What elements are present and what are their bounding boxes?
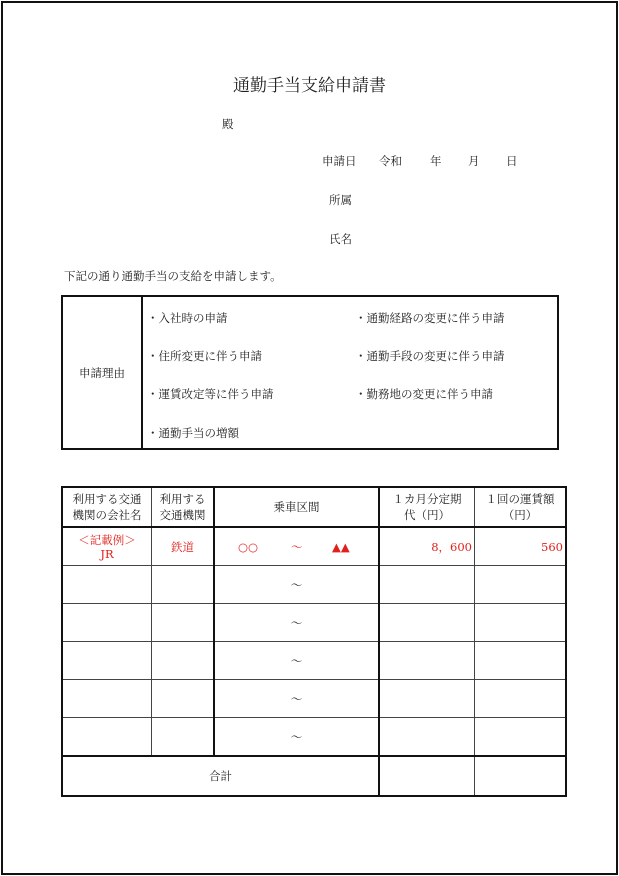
fare-table-header: [62, 487, 566, 527]
monthly-cell[interactable]: [379, 604, 475, 642]
month-label: 月: [468, 154, 480, 168]
reason-option-joining: ・入社時の申請: [147, 311, 228, 325]
year-label: 年: [430, 154, 442, 168]
company-cell[interactable]: [62, 566, 152, 604]
mode-cell[interactable]: [152, 566, 215, 604]
mode-cell[interactable]: [152, 718, 215, 757]
addressee-suffix: 殿: [222, 117, 234, 131]
reason-label: 申請理由: [62, 296, 142, 449]
table-row: [62, 680, 566, 718]
single-cell[interactable]: [475, 680, 567, 718]
monthly-cell[interactable]: [379, 680, 475, 718]
intro-sentence: 下記の通り通勤手当の支給を申請します。: [64, 269, 282, 283]
header-company: 利用する交通 機関の会社名: [62, 487, 152, 527]
name-label: 氏名: [329, 232, 352, 246]
example-company: ＜記載例＞ JR: [62, 527, 152, 566]
section-cell[interactable]: ～: [214, 718, 379, 757]
fare-table: [61, 486, 567, 797]
single-cell[interactable]: [475, 604, 567, 642]
header-single-fare: １回の運賃額 （円）: [475, 487, 567, 527]
department-label: 所属: [329, 193, 352, 207]
total-label: 合計: [62, 756, 379, 796]
example-single: 560: [475, 527, 567, 566]
reason-option-route-change: ・通勤経路の変更に伴う申請: [355, 311, 505, 325]
era-label: 令和: [379, 154, 402, 168]
reason-option-fare-revision: ・運賃改定等に伴う申請: [147, 387, 274, 401]
example-section: [214, 527, 379, 566]
reason-option-workplace-change: ・勤務地の変更に伴う申請: [355, 387, 493, 401]
reason-options: [142, 296, 558, 449]
total-single-cell[interactable]: [475, 756, 567, 796]
table-row: [62, 566, 566, 604]
mode-cell[interactable]: [152, 642, 215, 680]
section-cell[interactable]: ～: [214, 566, 379, 604]
reason-table: [61, 295, 559, 450]
section-cell[interactable]: ～: [214, 642, 379, 680]
mode-cell[interactable]: [152, 680, 215, 718]
company-cell[interactable]: [62, 718, 152, 757]
example-row: [62, 527, 566, 566]
section-cell[interactable]: ～: [214, 680, 379, 718]
single-cell[interactable]: [475, 718, 567, 757]
company-cell[interactable]: [62, 642, 152, 680]
monthly-cell[interactable]: [379, 566, 475, 604]
company-cell[interactable]: [62, 604, 152, 642]
example-separator: ～: [291, 539, 303, 554]
example-to: ▲▲: [332, 539, 350, 554]
example-from: ○○: [238, 539, 259, 554]
example-monthly: 8，600: [379, 527, 475, 566]
table-row: [62, 718, 566, 757]
table-row: [62, 642, 566, 680]
section-cell[interactable]: ～: [214, 604, 379, 642]
table-row: [62, 604, 566, 642]
mode-cell[interactable]: [152, 604, 215, 642]
day-label: 日: [506, 154, 518, 168]
reason-option-means-change: ・通勤手段の変更に伴う申請: [355, 349, 505, 363]
reason-option-increase: ・通勤手当の増額: [147, 426, 239, 440]
total-row: [62, 756, 566, 796]
monthly-cell[interactable]: [379, 642, 475, 680]
header-transport-mode: 利用する 交通機関: [152, 487, 215, 527]
total-monthly-cell[interactable]: [379, 756, 475, 796]
application-date-label: 申請日: [322, 154, 357, 168]
document-title: 通勤手当支給申請書: [233, 76, 386, 96]
header-monthly-pass: １カ月分定期 代（円）: [379, 487, 475, 527]
header-section: 乗車区間: [214, 487, 379, 527]
company-cell[interactable]: [62, 680, 152, 718]
single-cell[interactable]: [475, 566, 567, 604]
example-mode: 鉄道: [152, 527, 215, 566]
monthly-cell[interactable]: [379, 718, 475, 757]
single-cell[interactable]: [475, 642, 567, 680]
reason-option-address-change: ・住所変更に伴う申請: [147, 349, 262, 363]
